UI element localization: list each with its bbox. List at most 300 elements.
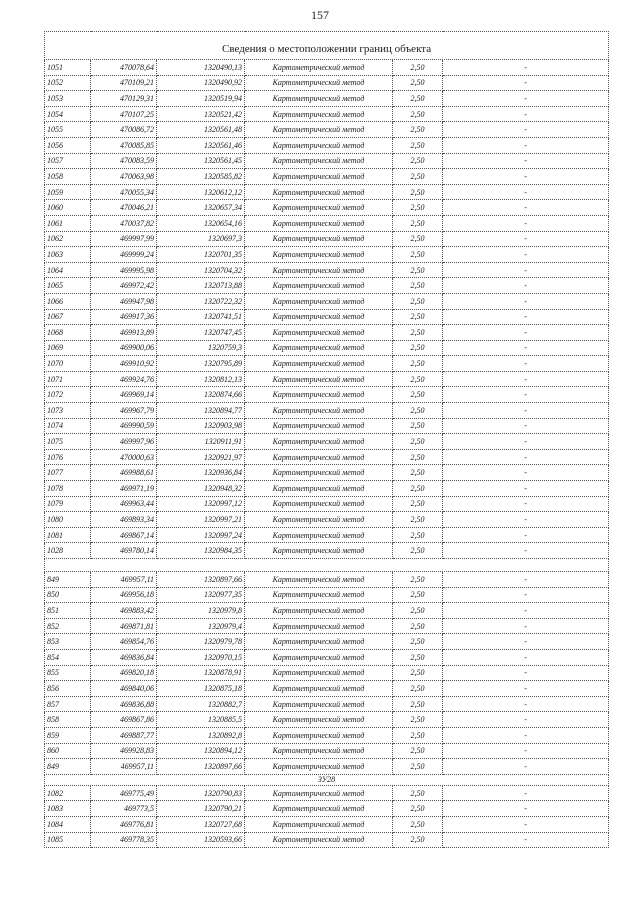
table-row: [45, 169, 609, 185]
point-number-cell: 1068: [45, 325, 91, 341]
accuracy-cell: 2,50: [393, 200, 443, 216]
description-cell: -: [443, 572, 609, 588]
x-coordinate-cell: 469924,76: [91, 371, 157, 387]
table-row: [45, 200, 609, 216]
method-cell: Картометрический метод: [245, 801, 393, 817]
y-coordinate-cell: 1320657,34: [157, 200, 245, 216]
y-coordinate-cell: 1320911,91: [157, 434, 245, 450]
x-coordinate-cell: 470046,21: [91, 200, 157, 216]
x-coordinate-cell: 469956,18: [91, 587, 157, 603]
point-number-cell: 856: [45, 681, 91, 697]
boundary-coordinates-table: [44, 31, 609, 848]
x-coordinate-cell: 470107,25: [91, 106, 157, 122]
accuracy-cell: 2,50: [393, 137, 443, 153]
y-coordinate-cell: 1320997,12: [157, 496, 245, 512]
description-cell: -: [443, 278, 609, 294]
x-coordinate-cell: 469957,11: [91, 572, 157, 588]
accuracy-cell: 2,50: [393, 169, 443, 185]
table-title: Сведения о местоположении границ объекта: [45, 32, 609, 60]
accuracy-cell: 2,50: [393, 278, 443, 294]
y-coordinate-cell: 1320903,98: [157, 418, 245, 434]
table-row: [45, 832, 609, 848]
point-number-cell: 857: [45, 696, 91, 712]
description-cell: -: [443, 106, 609, 122]
point-number-cell: 1059: [45, 184, 91, 200]
point-number-cell: 1082: [45, 785, 91, 801]
table-row: [45, 387, 609, 403]
method-cell: Картометрический метод: [245, 403, 393, 419]
method-cell: Картометрический метод: [245, 759, 393, 775]
x-coordinate-cell: 469957,11: [91, 759, 157, 775]
accuracy-cell: 2,50: [393, 215, 443, 231]
y-coordinate-cell: 1320704,32: [157, 262, 245, 278]
accuracy-cell: 2,50: [393, 603, 443, 619]
table-row: [45, 106, 609, 122]
point-number-cell: 1084: [45, 816, 91, 832]
y-coordinate-cell: 1320897,66: [157, 572, 245, 588]
y-coordinate-cell: 1320713,88: [157, 278, 245, 294]
table-row: [45, 481, 609, 497]
y-coordinate-cell: 1320795,89: [157, 356, 245, 372]
x-coordinate-cell: 470109,21: [91, 75, 157, 91]
accuracy-cell: 2,50: [393, 649, 443, 665]
x-coordinate-cell: 469947,98: [91, 293, 157, 309]
zone-heading-row: [45, 774, 609, 785]
accuracy-cell: 2,50: [393, 356, 443, 372]
accuracy-cell: 2,50: [393, 340, 443, 356]
point-number-cell: 1028: [45, 543, 91, 559]
description-cell: -: [443, 832, 609, 848]
y-coordinate-cell: 1320977,35: [157, 587, 245, 603]
x-coordinate-cell: 469883,42: [91, 603, 157, 619]
x-coordinate-cell: 469854,76: [91, 634, 157, 650]
accuracy-cell: 2,50: [393, 247, 443, 263]
x-coordinate-cell: 470085,85: [91, 137, 157, 153]
point-number-cell: 1054: [45, 106, 91, 122]
table-row: [45, 634, 609, 650]
point-number-cell: 859: [45, 727, 91, 743]
accuracy-cell: 2,50: [393, 434, 443, 450]
x-coordinate-cell: 469971,19: [91, 481, 157, 497]
point-number-cell: 852: [45, 618, 91, 634]
method-cell: Картометрический метод: [245, 418, 393, 434]
accuracy-cell: 2,50: [393, 696, 443, 712]
point-number-cell: 1071: [45, 371, 91, 387]
y-coordinate-cell: 1320885,5: [157, 712, 245, 728]
accuracy-cell: 2,50: [393, 60, 443, 76]
table-row: [45, 262, 609, 278]
method-cell: Картометрический метод: [245, 634, 393, 650]
method-cell: Картометрический метод: [245, 200, 393, 216]
accuracy-cell: 2,50: [393, 512, 443, 528]
x-coordinate-cell: 469778,35: [91, 832, 157, 848]
x-coordinate-cell: 469780,14: [91, 543, 157, 559]
description-cell: -: [443, 184, 609, 200]
y-coordinate-cell: 1320921,97: [157, 449, 245, 465]
method-cell: Картометрический метод: [245, 681, 393, 697]
accuracy-cell: 2,50: [393, 759, 443, 775]
y-coordinate-cell: 1320970,15: [157, 649, 245, 665]
table-row: [45, 356, 609, 372]
x-coordinate-cell: 470037,82: [91, 215, 157, 231]
accuracy-cell: 2,50: [393, 262, 443, 278]
x-coordinate-cell: 470000,63: [91, 449, 157, 465]
y-coordinate-cell: 1320948,32: [157, 481, 245, 497]
accuracy-cell: 2,50: [393, 801, 443, 817]
method-cell: Картометрический метод: [245, 816, 393, 832]
point-number-cell: 1051: [45, 60, 91, 76]
accuracy-cell: 2,50: [393, 465, 443, 481]
x-coordinate-cell: 469997,96: [91, 434, 157, 450]
method-cell: Картометрический метод: [245, 712, 393, 728]
y-coordinate-cell: 1320490,13: [157, 60, 245, 76]
table-row: [45, 449, 609, 465]
table-row: [45, 137, 609, 153]
table-row: [45, 91, 609, 107]
description-cell: -: [443, 696, 609, 712]
y-coordinate-cell: 1320561,46: [157, 137, 245, 153]
accuracy-cell: 2,50: [393, 743, 443, 759]
x-coordinate-cell: 469969,14: [91, 387, 157, 403]
table-row: [45, 465, 609, 481]
block-separator-row: [45, 559, 609, 572]
method-cell: Картометрический метод: [245, 106, 393, 122]
y-coordinate-cell: 1320561,48: [157, 122, 245, 138]
table-row: [45, 759, 609, 775]
description-cell: -: [443, 603, 609, 619]
x-coordinate-cell: 469910,92: [91, 356, 157, 372]
accuracy-cell: 2,50: [393, 727, 443, 743]
method-cell: Картометрический метод: [245, 527, 393, 543]
description-cell: -: [443, 618, 609, 634]
table-row: [45, 727, 609, 743]
x-coordinate-cell: 469988,61: [91, 465, 157, 481]
table-row: [45, 418, 609, 434]
point-number-cell: 1079: [45, 496, 91, 512]
x-coordinate-cell: 469995,98: [91, 262, 157, 278]
method-cell: Картометрический метод: [245, 137, 393, 153]
description-cell: -: [443, 496, 609, 512]
point-number-cell: 1057: [45, 153, 91, 169]
description-cell: -: [443, 153, 609, 169]
description-cell: -: [443, 371, 609, 387]
method-cell: Картометрический метод: [245, 496, 393, 512]
table-row: [45, 278, 609, 294]
x-coordinate-cell: 469776,81: [91, 816, 157, 832]
table-body: [45, 32, 609, 848]
y-coordinate-cell: 1320894,77: [157, 403, 245, 419]
table-row: [45, 403, 609, 419]
table-row: [45, 543, 609, 559]
method-cell: Картометрический метод: [245, 309, 393, 325]
method-cell: Картометрический метод: [245, 785, 393, 801]
x-coordinate-cell: 469775,49: [91, 785, 157, 801]
table-row: [45, 434, 609, 450]
y-coordinate-cell: 1320790,21: [157, 801, 245, 817]
y-coordinate-cell: 1320984,35: [157, 543, 245, 559]
description-cell: -: [443, 262, 609, 278]
description-cell: -: [443, 387, 609, 403]
point-number-cell: 1077: [45, 465, 91, 481]
point-number-cell: 851: [45, 603, 91, 619]
x-coordinate-cell: 469963,44: [91, 496, 157, 512]
method-cell: Картометрический метод: [245, 665, 393, 681]
table-row: [45, 587, 609, 603]
method-cell: Картометрический метод: [245, 340, 393, 356]
accuracy-cell: 2,50: [393, 371, 443, 387]
point-number-cell: 1069: [45, 340, 91, 356]
description-cell: -: [443, 801, 609, 817]
accuracy-cell: 2,50: [393, 665, 443, 681]
accuracy-cell: 2,50: [393, 496, 443, 512]
point-number-cell: 1065: [45, 278, 91, 294]
accuracy-cell: 2,50: [393, 618, 443, 634]
accuracy-cell: 2,50: [393, 785, 443, 801]
x-coordinate-cell: 469871,81: [91, 618, 157, 634]
y-coordinate-cell: 1320897,66: [157, 759, 245, 775]
accuracy-cell: 2,50: [393, 325, 443, 341]
point-number-cell: 1074: [45, 418, 91, 434]
x-coordinate-cell: 470086,72: [91, 122, 157, 138]
point-number-cell: 1052: [45, 75, 91, 91]
y-coordinate-cell: 1320697,3: [157, 231, 245, 247]
y-coordinate-cell: 1320561,45: [157, 153, 245, 169]
y-coordinate-cell: 1320521,42: [157, 106, 245, 122]
table-row: [45, 122, 609, 138]
x-coordinate-cell: 470063,98: [91, 169, 157, 185]
y-coordinate-cell: 1320593,66: [157, 832, 245, 848]
x-coordinate-cell: 469867,86: [91, 712, 157, 728]
point-number-cell: 1075: [45, 434, 91, 450]
description-cell: -: [443, 403, 609, 419]
x-coordinate-cell: 469900,06: [91, 340, 157, 356]
point-number-cell: 858: [45, 712, 91, 728]
description-cell: -: [443, 169, 609, 185]
point-number-cell: 1063: [45, 247, 91, 263]
table-row: [45, 340, 609, 356]
y-coordinate-cell: 1320519,94: [157, 91, 245, 107]
point-number-cell: 1064: [45, 262, 91, 278]
point-number-cell: 1067: [45, 309, 91, 325]
description-cell: -: [443, 681, 609, 697]
method-cell: Картометрический метод: [245, 262, 393, 278]
description-cell: -: [443, 200, 609, 216]
accuracy-cell: 2,50: [393, 309, 443, 325]
x-coordinate-cell: 470055,34: [91, 184, 157, 200]
point-number-cell: 1083: [45, 801, 91, 817]
description-cell: -: [443, 527, 609, 543]
accuracy-cell: 2,50: [393, 832, 443, 848]
point-number-cell: 849: [45, 759, 91, 775]
point-number-cell: 850: [45, 587, 91, 603]
x-coordinate-cell: 469928,83: [91, 743, 157, 759]
point-number-cell: 1076: [45, 449, 91, 465]
y-coordinate-cell: 1320490,92: [157, 75, 245, 91]
method-cell: Картометрический метод: [245, 618, 393, 634]
method-cell: Картометрический метод: [245, 231, 393, 247]
method-cell: Картометрический метод: [245, 215, 393, 231]
x-coordinate-cell: 469913,89: [91, 325, 157, 341]
method-cell: Картометрический метод: [245, 603, 393, 619]
accuracy-cell: 2,50: [393, 122, 443, 138]
y-coordinate-cell: 1320701,35: [157, 247, 245, 263]
description-cell: -: [443, 91, 609, 107]
accuracy-cell: 2,50: [393, 572, 443, 588]
table-row: [45, 153, 609, 169]
table-row: [45, 371, 609, 387]
accuracy-cell: 2,50: [393, 75, 443, 91]
accuracy-cell: 2,50: [393, 231, 443, 247]
y-coordinate-cell: 1320741,51: [157, 309, 245, 325]
accuracy-cell: 2,50: [393, 91, 443, 107]
table-row: [45, 681, 609, 697]
description-cell: -: [443, 587, 609, 603]
description-cell: -: [443, 325, 609, 341]
x-coordinate-cell: 469836,88: [91, 696, 157, 712]
description-cell: -: [443, 785, 609, 801]
y-coordinate-cell: 1320654,16: [157, 215, 245, 231]
point-number-cell: 1055: [45, 122, 91, 138]
method-cell: Картометрический метод: [245, 727, 393, 743]
accuracy-cell: 2,50: [393, 293, 443, 309]
zone-heading: ЗУ28: [45, 774, 609, 785]
method-cell: Картометрический метод: [245, 60, 393, 76]
accuracy-cell: 2,50: [393, 681, 443, 697]
x-coordinate-cell: 469990,59: [91, 418, 157, 434]
table-row: [45, 572, 609, 588]
method-cell: Картометрический метод: [245, 543, 393, 559]
y-coordinate-cell: 1320979,4: [157, 618, 245, 634]
table-row: [45, 712, 609, 728]
y-coordinate-cell: 1320979,78: [157, 634, 245, 650]
description-cell: -: [443, 293, 609, 309]
point-number-cell: 1081: [45, 527, 91, 543]
y-coordinate-cell: 1320894,12: [157, 743, 245, 759]
method-cell: Картометрический метод: [245, 184, 393, 200]
y-coordinate-cell: 1320790,83: [157, 785, 245, 801]
accuracy-cell: 2,50: [393, 527, 443, 543]
y-coordinate-cell: 1320722,32: [157, 293, 245, 309]
x-coordinate-cell: 469773,5: [91, 801, 157, 817]
table-row: [45, 816, 609, 832]
point-number-cell: 1060: [45, 200, 91, 216]
method-cell: Картометрический метод: [245, 743, 393, 759]
x-coordinate-cell: 469893,34: [91, 512, 157, 528]
point-number-cell: 855: [45, 665, 91, 681]
x-coordinate-cell: 469967,79: [91, 403, 157, 419]
accuracy-cell: 2,50: [393, 106, 443, 122]
method-cell: Картометрический метод: [245, 247, 393, 263]
y-coordinate-cell: 1320759,3: [157, 340, 245, 356]
y-coordinate-cell: 1320878,91: [157, 665, 245, 681]
description-cell: -: [443, 634, 609, 650]
x-coordinate-cell: 469997,99: [91, 231, 157, 247]
table-title-row: [45, 32, 609, 60]
x-coordinate-cell: 469887,77: [91, 727, 157, 743]
accuracy-cell: 2,50: [393, 418, 443, 434]
y-coordinate-cell: 1320979,8: [157, 603, 245, 619]
table-row: [45, 231, 609, 247]
description-cell: -: [443, 649, 609, 665]
method-cell: Картометрический метод: [245, 465, 393, 481]
x-coordinate-cell: 470078,64: [91, 60, 157, 76]
point-number-cell: 1072: [45, 387, 91, 403]
description-cell: -: [443, 712, 609, 728]
method-cell: Картометрический метод: [245, 572, 393, 588]
method-cell: Картометрический метод: [245, 696, 393, 712]
table-row: [45, 60, 609, 76]
y-coordinate-cell: 1320892,8: [157, 727, 245, 743]
x-coordinate-cell: 469867,14: [91, 527, 157, 543]
method-cell: Картометрический метод: [245, 587, 393, 603]
method-cell: Картометрический метод: [245, 356, 393, 372]
method-cell: Картометрический метод: [245, 512, 393, 528]
description-cell: -: [443, 434, 609, 450]
description-cell: -: [443, 247, 609, 263]
table-row: [45, 785, 609, 801]
accuracy-cell: 2,50: [393, 153, 443, 169]
x-coordinate-cell: 469999,24: [91, 247, 157, 263]
description-cell: -: [443, 418, 609, 434]
table-row: [45, 325, 609, 341]
description-cell: -: [443, 743, 609, 759]
description-cell: -: [443, 60, 609, 76]
point-number-cell: 1066: [45, 293, 91, 309]
table-row: [45, 696, 609, 712]
table-row: [45, 496, 609, 512]
x-coordinate-cell: 469972,42: [91, 278, 157, 294]
point-number-cell: 1062: [45, 231, 91, 247]
point-number-cell: 853: [45, 634, 91, 650]
method-cell: Картометрический метод: [245, 122, 393, 138]
accuracy-cell: 2,50: [393, 543, 443, 559]
point-number-cell: 1085: [45, 832, 91, 848]
point-number-cell: 854: [45, 649, 91, 665]
table-row: [45, 215, 609, 231]
accuracy-cell: 2,50: [393, 712, 443, 728]
method-cell: Картометрический метод: [245, 153, 393, 169]
point-number-cell: 1080: [45, 512, 91, 528]
table-row: [45, 743, 609, 759]
x-coordinate-cell: 469820,18: [91, 665, 157, 681]
x-coordinate-cell: 470129,31: [91, 91, 157, 107]
x-coordinate-cell: 470083,59: [91, 153, 157, 169]
method-cell: Картометрический метод: [245, 434, 393, 450]
description-cell: -: [443, 665, 609, 681]
description-cell: -: [443, 356, 609, 372]
description-cell: -: [443, 340, 609, 356]
table-row: [45, 665, 609, 681]
description-cell: -: [443, 481, 609, 497]
table-row: [45, 293, 609, 309]
description-cell: -: [443, 543, 609, 559]
description-cell: -: [443, 309, 609, 325]
point-number-cell: 1078: [45, 481, 91, 497]
table-row: [45, 75, 609, 91]
accuracy-cell: 2,50: [393, 481, 443, 497]
y-coordinate-cell: 1320612,12: [157, 184, 245, 200]
y-coordinate-cell: 1320874,66: [157, 387, 245, 403]
method-cell: Картометрический метод: [245, 481, 393, 497]
description-cell: -: [443, 231, 609, 247]
y-coordinate-cell: 1320936,84: [157, 465, 245, 481]
point-number-cell: 849: [45, 572, 91, 588]
point-number-cell: 860: [45, 743, 91, 759]
table-row: [45, 649, 609, 665]
accuracy-cell: 2,50: [393, 387, 443, 403]
table-row: [45, 184, 609, 200]
method-cell: Картометрический метод: [245, 75, 393, 91]
